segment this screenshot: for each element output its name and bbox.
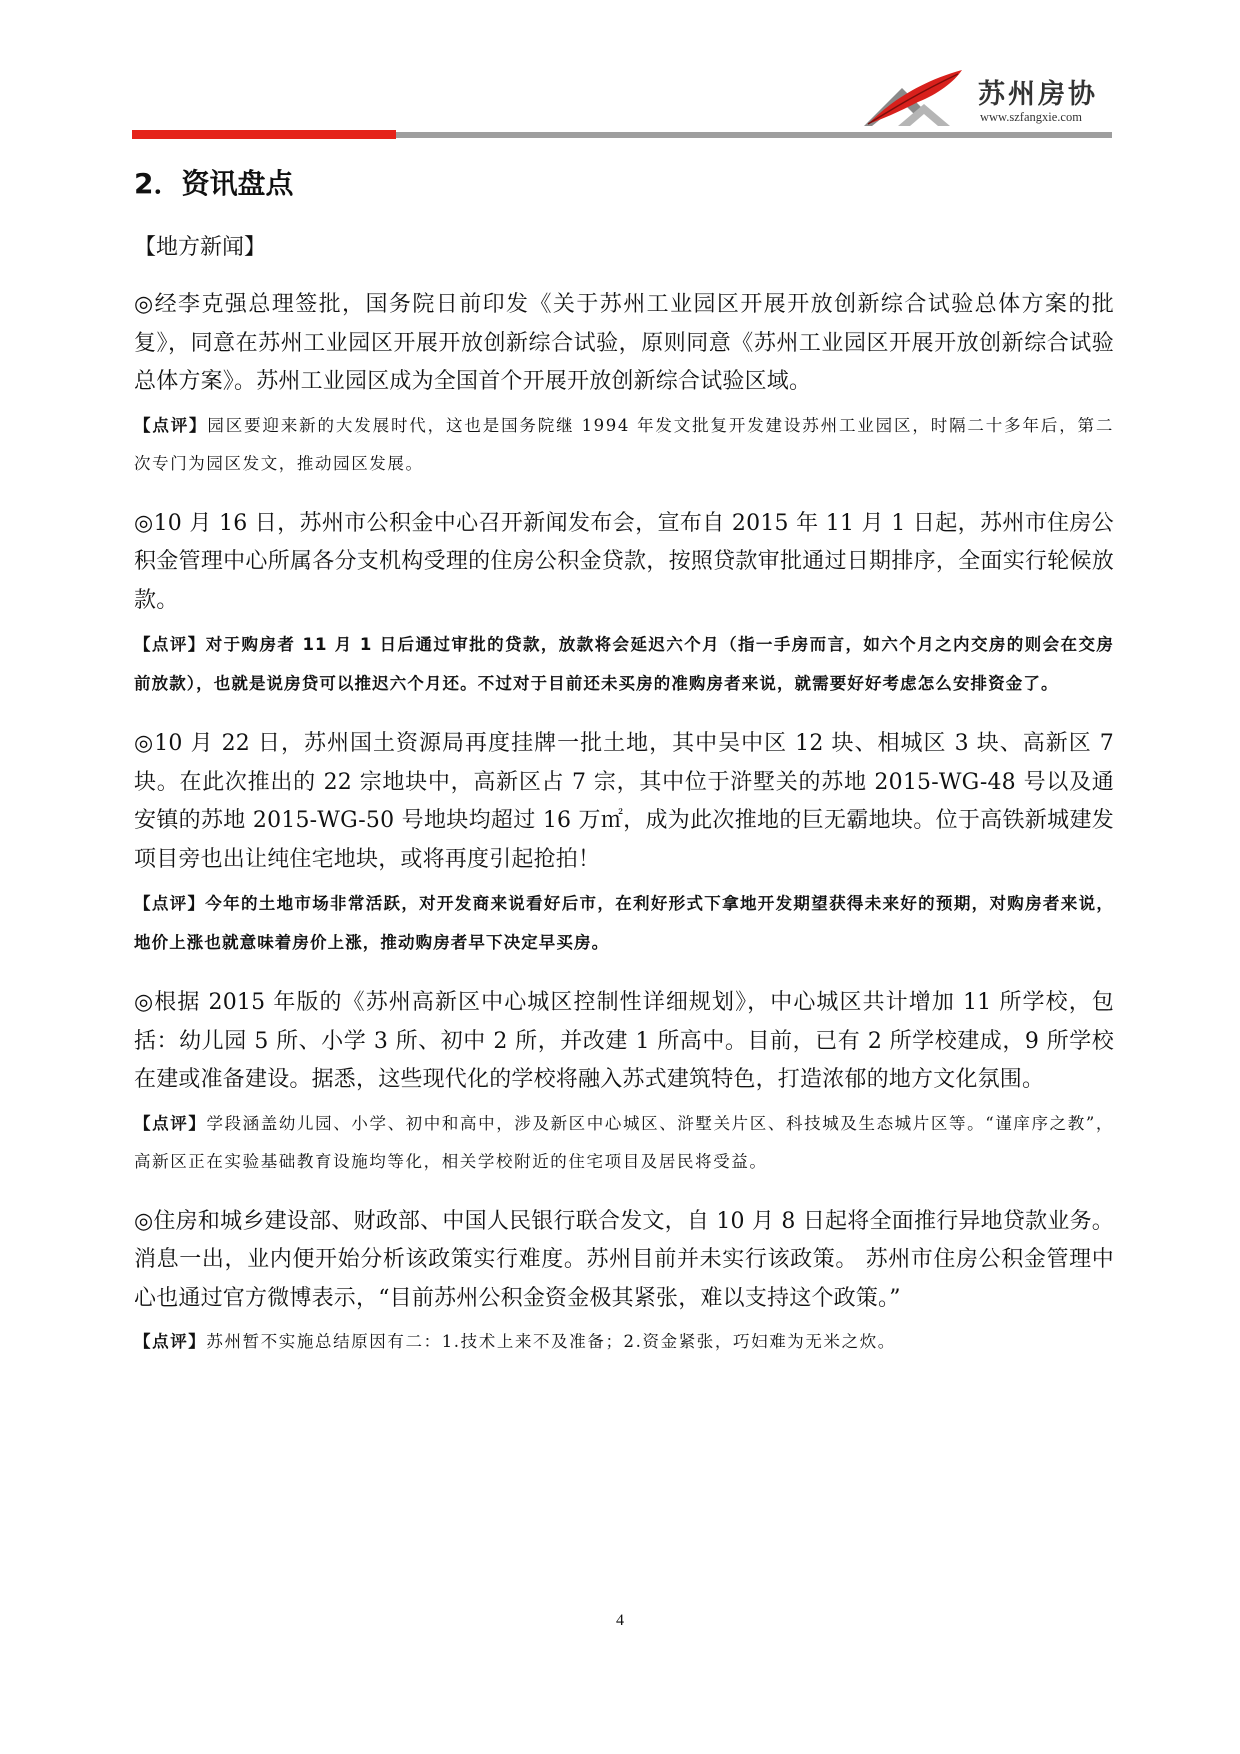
section-subhead: 【地方新闻】 bbox=[134, 235, 267, 260]
header-rule-gray bbox=[396, 132, 1112, 138]
comment-tag: 【点评】 bbox=[134, 415, 208, 435]
comment-3 bbox=[134, 884, 1114, 962]
header-rule-red bbox=[132, 130, 396, 139]
page-number: 4 bbox=[616, 1612, 624, 1629]
comment-text: 今年的土地市场非常活跃，对开发商来说看好后市，在利好形式下拿地开发期望获得未来好的预期，对购房者来说，地价上涨也就意味着房价上涨，推动购房者早下决定早买房。 bbox=[134, 894, 1114, 952]
comment-text: 园区要迎来新的大发展时代，这也是国务院继 1994 年发文批复开发建设苏州工业园区，时隔二十多年后，第二次专门为园区发文，推动园区发展。 bbox=[134, 415, 1114, 473]
comment-tag: 【点评】 bbox=[134, 1332, 207, 1351]
comment-4 bbox=[134, 1105, 1114, 1181]
news-item-4: ◎根据 2015 年版的《苏州高新区中心城区控制性详细规划》，中心城区共计增加 11 所学校，包括：幼儿园 5 所、小学 3 所、初中 2 所，并改建 1 所高中。目前，已有 2 所学校建成，9 所学校在建或准备建设。据悉，这些现代化的学校将融入苏式建筑特色，打造浓郁的地方文化氛围。 bbox=[134, 990, 1114, 1092]
news-item-3: ◎10 月 22 日，苏州国土资源局再度挂牌一批土地，其中吴中区 12 块、相城区 3 块、高新区 7 块。在此次推出的 22 宗地块中，高新区占 7 宗，其中位于浒墅关的苏地 2015-WG-48 号以及通安镇的苏地 2015-WG-50 号地块均超过 16 万㎡，成为此次推地的巨无霸地块。位于高铁新城建发项目旁也出让纯住宅地块，或将再度引起抢拍！ bbox=[134, 731, 1114, 872]
page-content bbox=[134, 164, 1114, 1383]
logo-url: www.szfangxie.com bbox=[980, 110, 1082, 124]
comment-1 bbox=[134, 407, 1114, 483]
news-item-2: ◎10 月 16 日，苏州市公积金中心召开新闻发布会，宣布自 2015 年 11 月 1 日起，苏州市住房公积金管理中心所属各分支机构受理的住房公积金贷款，按照贷款审批通过日期排序，全面实行轮候放款。 bbox=[134, 510, 1114, 613]
news-item-5: ◎住房和城乡建设部、财政部、中国人民银行联合发文，自 10 月 8 日起将全面推行异地贷款业务。消息一出，业内便开始分析该政策实行难度。苏州目前并未实行该政策。 苏州市住房公积金管理中心也通过官方微博表示，“目前苏州公积金资金极其紧张，难以支持这个政策。” bbox=[134, 1208, 1114, 1311]
news-item-1: ◎经李克强总理签批，国务院日前印发《关于苏州工业园区开展开放创新综合试验总体方案的批复》，同意在苏州工业园区开展开放创新综合试验，原则同意《苏州工业园区开展开放创新综合试验总体方案》。苏州工业园区成为全国首个开展开放创新综合试验区域。 bbox=[134, 292, 1114, 394]
quill-house-logo-icon bbox=[858, 68, 978, 130]
comment-text: 苏州暂不实施总结原因有二：1.技术上来不及准备；2.资金紧张，巧妇难为无米之炊。 bbox=[206, 1332, 896, 1351]
logo-title: 苏州房协 bbox=[978, 79, 1098, 110]
comment-2 bbox=[134, 625, 1114, 703]
section-title: 2．资讯盘点 bbox=[134, 167, 294, 200]
comment-tag: 【点评】 bbox=[134, 635, 206, 654]
comment-text: 学段涵盖幼儿园、小学、初中和高中，涉及新区中心城区、浒墅关片区、科技城及生态城片区等。“谨庠序之教”，高新区正在实验基础教育设施均等化，相关学校附近的住宅项目及居民将受益。 bbox=[134, 1113, 1114, 1171]
comment-5 bbox=[134, 1323, 1114, 1361]
page-header bbox=[0, 0, 1240, 150]
comment-text: 对于购房者 11 月 1 日后通过审批的贷款，放款将会延迟六个月（指一手房而言，如六个月之内交房的则会在交房前放款），也就是说房贷可以推迟六个月还。不过对于目前还未买房的准购房者来说，就需要好好考虑怎么安排资金了。 bbox=[134, 635, 1114, 693]
comment-tag: 【点评】 bbox=[134, 1113, 207, 1133]
comment-tag: 【点评】 bbox=[134, 894, 206, 913]
